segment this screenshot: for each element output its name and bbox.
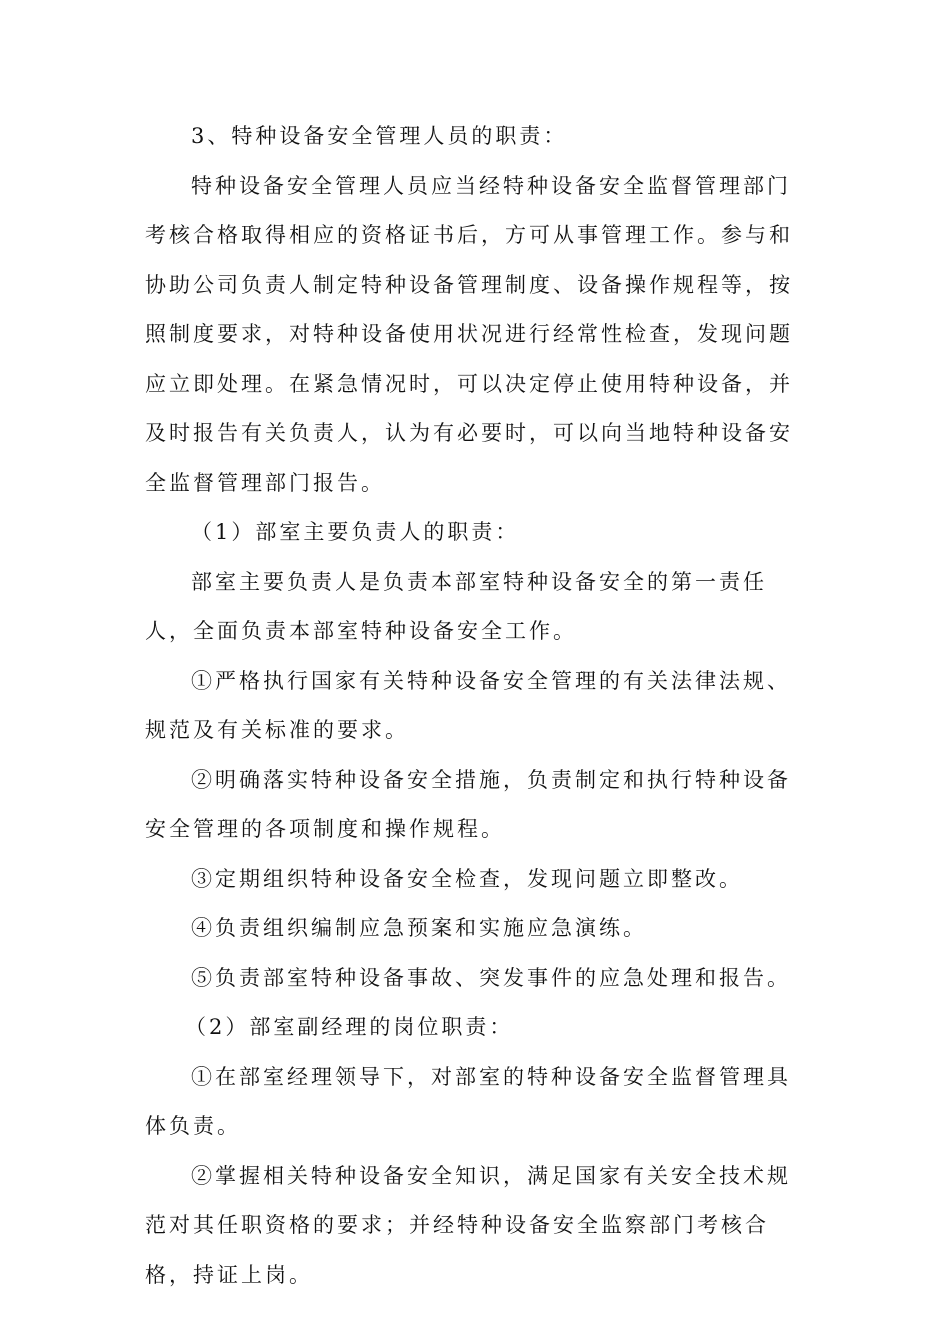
document-body bbox=[145, 112, 810, 1300]
list-item-4: ④负责组织编制应急预案和实施应急演练。 bbox=[191, 916, 647, 940]
deputy-list-item-1: ①在部室经理领导下，对部室的特种设备安全监督管理具体负责。 bbox=[145, 1064, 791, 1138]
subsection-heading-department-head: （1）部室主要负责人的职责： bbox=[191, 520, 520, 544]
deputy-list-item-2: ②掌握相关特种设备安全知识，满足国家有关安全技术规范对其任职资格的要求；并经特种设备安全监察部门考核合格，持证上岗。 bbox=[145, 1163, 791, 1287]
subsection-heading-deputy-manager: （2）部室副经理的岗位职责： bbox=[185, 1015, 514, 1039]
list-item-1: ①严格执行国家有关特种设备安全管理的有关法律法规、规范及有关标准的要求。 bbox=[145, 668, 791, 742]
list-item-5: ⑤负责部室特种设备事故、突发事件的应急处理和报告。 bbox=[191, 965, 791, 990]
paragraph-department-head-role: 部室主要负责人是负责本部室特种设备安全的第一责任人，全面负责本部室特种设备安全工作。 bbox=[145, 569, 767, 643]
paragraph-safety-manager-duties: 特种设备安全管理人员应当经特种设备安全监督管理部门考核合格取得相应的资格证书后，方可从事管理工作。参与和协助公司负责人制定特种设备管理制度、设备操作规程等，按照制度要求，对特种设备使用状况进行经常性检查，发现问题应立即处理。在紧急情况时，可以决定停止使用特种设备，并及时报告有关负责人，认为有必要时，可以向当地特种设备安全监督管理部门报告。 bbox=[145, 173, 793, 495]
section-heading-safety-managers: 3、特种设备安全管理人员的职责： bbox=[191, 124, 568, 148]
list-item-2: ②明确落实特种设备安全措施，负责制定和执行特种设备安全管理的各项制度和操作规程。 bbox=[145, 767, 791, 841]
list-item-3: ③定期组织特种设备安全检查，发现问题立即整改。 bbox=[191, 866, 743, 891]
